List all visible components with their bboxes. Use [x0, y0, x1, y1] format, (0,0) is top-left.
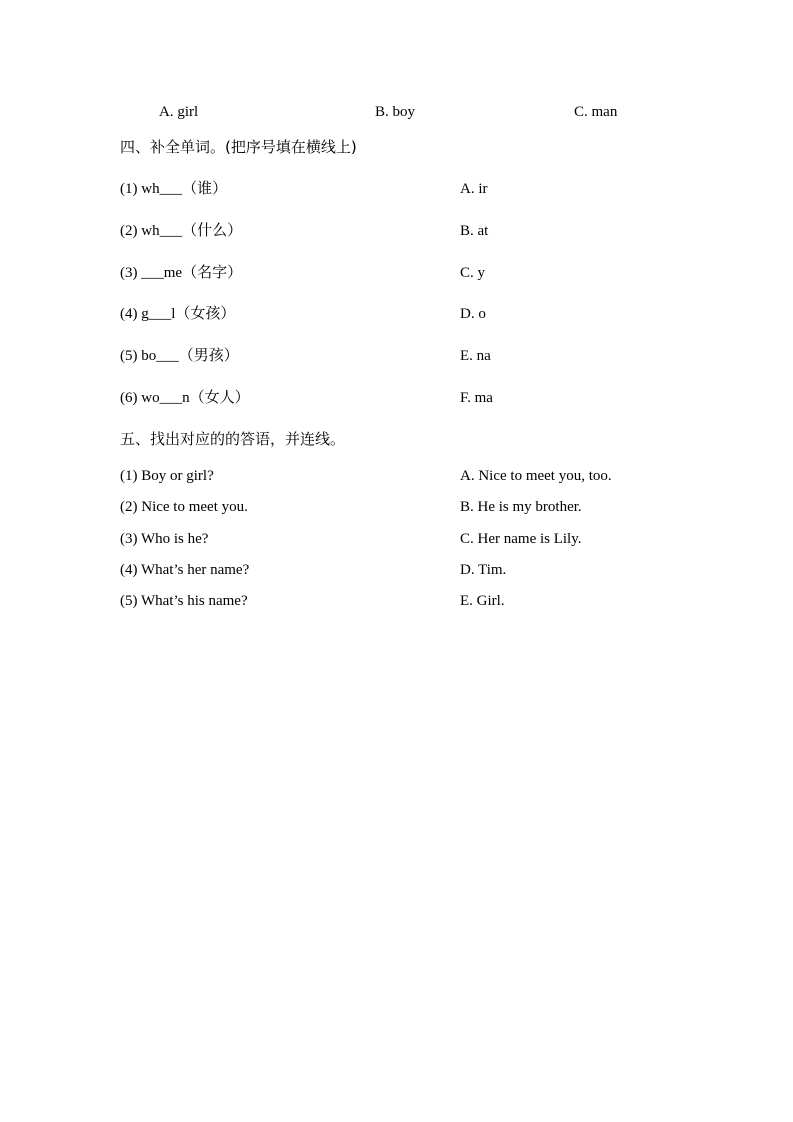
fill-option-a: A. ir	[460, 181, 488, 197]
option-a-girl: A. girl	[159, 104, 199, 120]
match-question-5: (5) What’s his name?	[120, 593, 248, 609]
match-answer-c: C. Her name is Lily.	[460, 531, 582, 547]
fill-option-c: C. y	[460, 265, 486, 281]
match-question-2: (2) Nice to meet you.	[120, 499, 248, 515]
match-answer-d: D. Tim.	[460, 562, 507, 578]
match-question-1: (1) Boy or girl?	[120, 468, 214, 484]
match-answer-b: B. He is my brother.	[460, 499, 582, 515]
fill-question-4: (4) g___l（女孩）	[120, 306, 236, 322]
fill-question-3: (3) ___me（名字）	[120, 265, 243, 281]
match-question-3: (3) Who is he?	[120, 531, 209, 547]
section-4-heading: 四、补全单词。(把序号填在横线上)	[120, 138, 357, 156]
fill-option-b: B. at	[460, 223, 489, 239]
match-answer-a: A. Nice to meet you, too.	[460, 468, 612, 484]
fill-question-2: (2) wh___（什么）	[120, 223, 243, 239]
fill-option-d: D. o	[460, 306, 486, 322]
fill-question-5: (5) bo___（男孩）	[120, 348, 239, 364]
fill-option-f: F. ma	[460, 390, 493, 406]
option-b-boy: B. boy	[375, 104, 416, 120]
fill-question-1: (1) wh___（谁）	[120, 181, 228, 197]
fill-option-e: E. na	[460, 348, 491, 364]
match-answer-e: E. Girl.	[460, 593, 505, 609]
match-question-4: (4) What’s her name?	[120, 562, 250, 578]
option-c-man: C. man	[574, 104, 618, 120]
fill-question-6: (6) wo___n（女人）	[120, 390, 250, 406]
section-5-heading: 五、找出对应的的答语，并连线。	[120, 430, 346, 448]
